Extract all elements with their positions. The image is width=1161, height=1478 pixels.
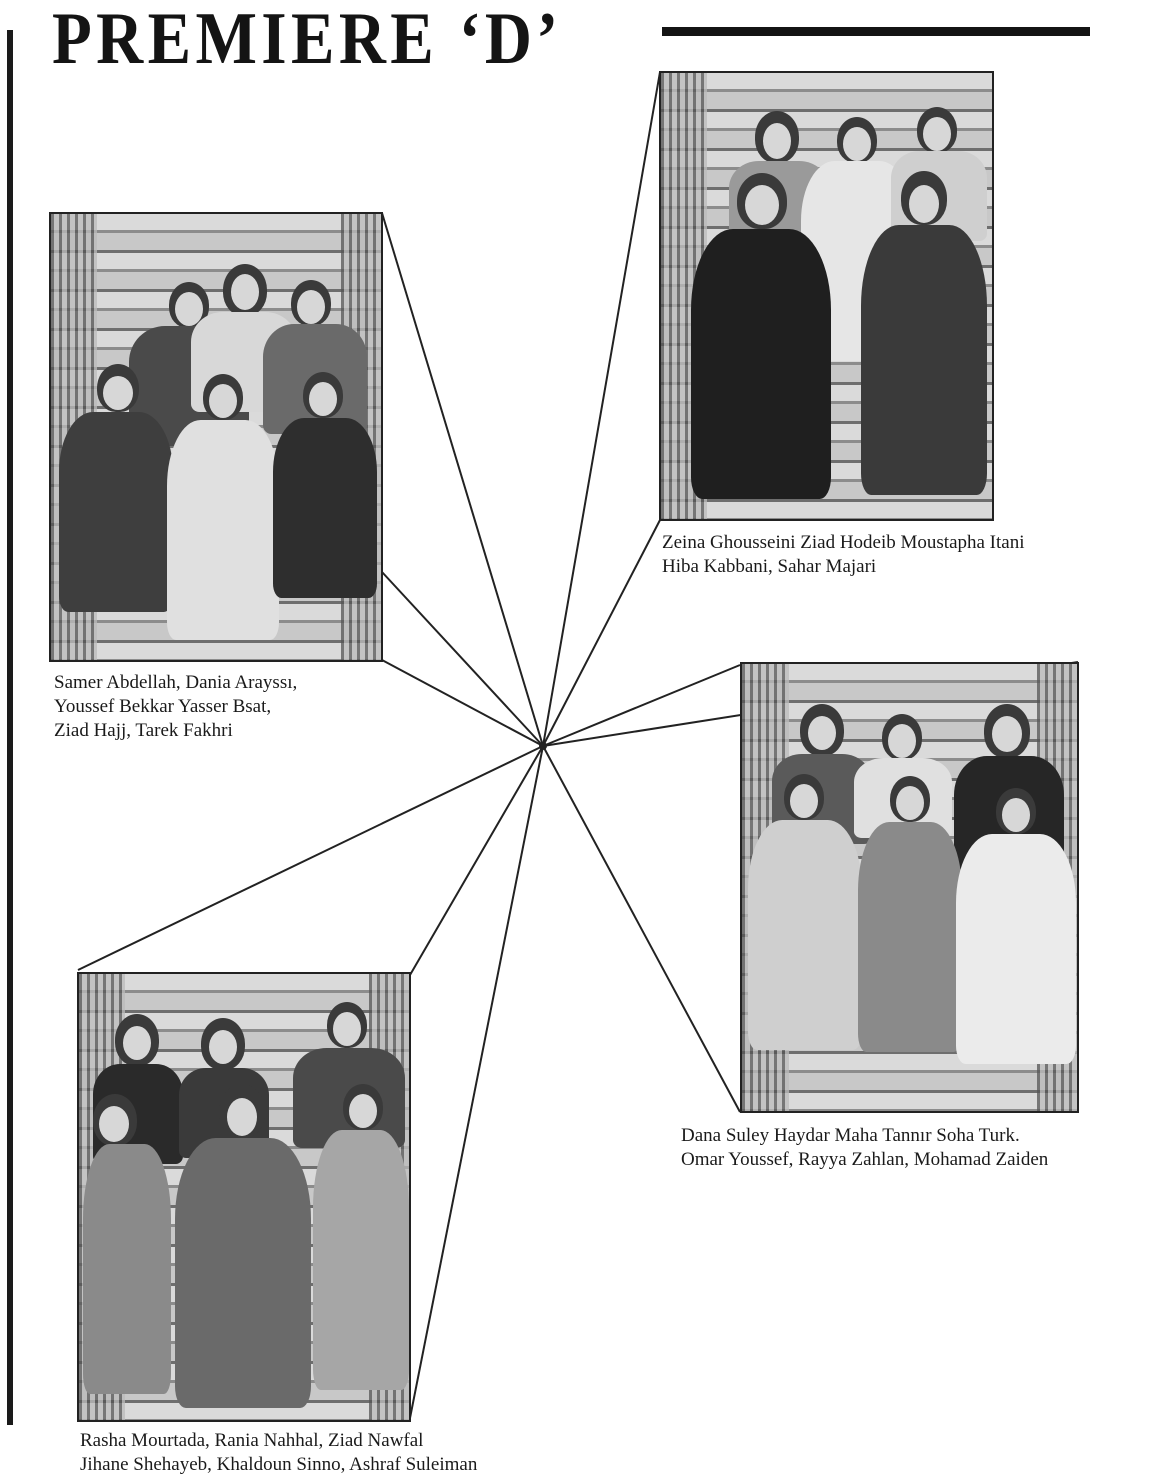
caption-line: Dana Suley Haydar Maha Tannır Soha Turk. <box>681 1125 1020 1146</box>
connector-line <box>410 746 543 975</box>
connector-line <box>382 660 543 746</box>
connector-line <box>543 746 740 1112</box>
connector-line <box>543 520 660 746</box>
caption-line: Jihane Shehayeb, Khaldoun Sinno, Ashraf Suleiman <box>80 1454 478 1475</box>
caption-line: Youssef Bekkar Yasser Bsat, <box>54 696 272 717</box>
connector-line <box>410 746 543 1418</box>
connector-line <box>78 746 543 970</box>
group-caption-1 <box>54 671 297 743</box>
caption-line: Zeina Ghousseini Ziad Hodeib Moustapha Itani <box>662 532 1025 553</box>
group-caption-3 <box>681 1124 1048 1172</box>
caption-line: Samer Abdellah, Dania Arayssı, <box>54 672 298 693</box>
group-photo-2 <box>659 71 994 521</box>
connector-line <box>543 72 660 746</box>
caption-line: Rasha Mourtada, Rania Nahhal, Ziad Nawfal <box>80 1430 424 1451</box>
connector-line <box>543 665 740 746</box>
group-caption-2 <box>662 531 1025 579</box>
group-photo-3 <box>740 662 1079 1113</box>
connector-line <box>382 213 543 746</box>
group-caption-4 <box>80 1429 477 1477</box>
page-title: PREMIERE ‘D’ <box>52 0 563 80</box>
caption-line: Hiba Kabbani, Sahar Majari <box>662 556 877 577</box>
group-photo-4 <box>77 972 411 1422</box>
caption-line: Omar Youssef, Rayya Zahlan, Mohamad Zaiden <box>681 1149 1049 1170</box>
group-photo-1 <box>49 212 383 662</box>
caption-line: Ziad Hajj, Tarek Fakhri <box>54 720 233 741</box>
connector-hub <box>539 742 547 750</box>
connector-line <box>382 572 543 746</box>
